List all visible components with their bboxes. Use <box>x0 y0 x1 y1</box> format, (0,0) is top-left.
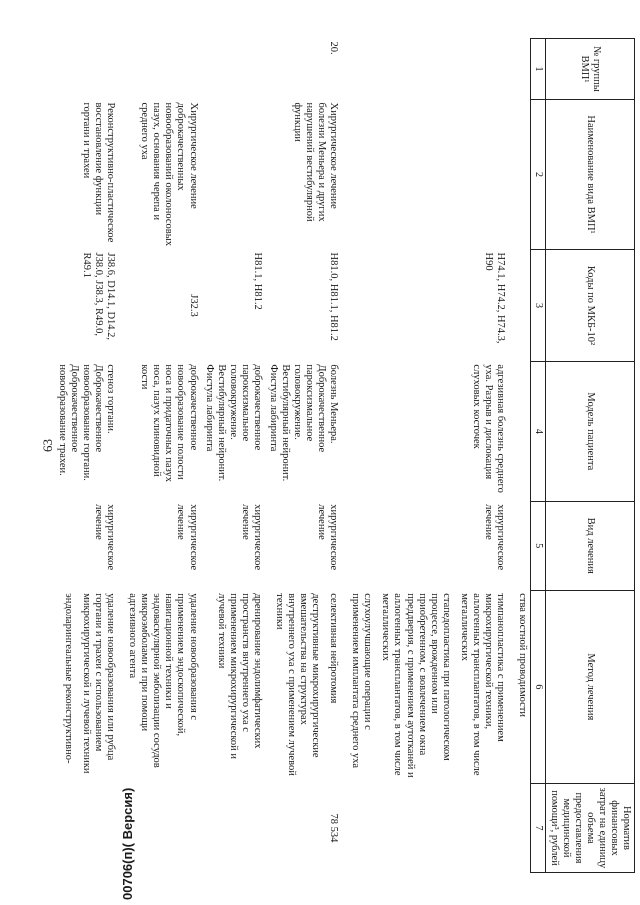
cell-treatment: хирургическое лечение <box>239 504 263 571</box>
cell-method <box>341 590 508 783</box>
cell-treatment: хирургическое лечение <box>93 504 117 571</box>
cell-treatment: хирургическое лечение <box>316 504 340 571</box>
cell-name: Хирургическое лечение болезни Меньера и других нарушений вестибулярной функции <box>292 102 340 222</box>
header-group: № группы ВМП¹ <box>545 39 634 100</box>
cell-name: Хирургическое лечение доброкачественных новообразований околоносовых пазух, основания черепа и среднего уха <box>139 102 199 247</box>
cell-treatment: хирургическое лечение <box>482 504 506 571</box>
cell-model <box>508 361 531 501</box>
cell-cost <box>508 783 531 872</box>
header-cost: Норматив финансовых затрат на единицу объема предоставления медицинской помощи³, рублей <box>545 783 634 872</box>
cell-group <box>118 39 200 100</box>
rotated-table-container <box>56 38 635 873</box>
method-item: тимпанопластика с применением микрохирургической техники, аллогенных трансплантатов, в том числе металлических <box>458 593 506 776</box>
column-number: 5 <box>531 501 546 590</box>
vmp-table <box>54 38 635 873</box>
cell-group <box>54 39 118 100</box>
cell-group: 20. <box>328 41 340 55</box>
cell-model: доброкачественное пароксизмальное головокружение. Вестибулярный нейронит. Фистула лабиринта <box>203 364 263 482</box>
cell-group <box>341 39 508 100</box>
cell-codes: J32.3 <box>187 294 199 317</box>
cell-codes <box>508 250 531 362</box>
column-number: 2 <box>531 100 546 250</box>
method-item: удаление новообразования с применением эндоскопической, навигационной техники и эндоваскулярной эмболизации сосудов микроэмболами и при помощи адгезивного агента <box>127 593 199 768</box>
cell-method <box>508 590 531 783</box>
method-item: стапедопластика при патологическом процессе, врожденном или приобретенном, с вовлечением окна преддверия, с применением аутотканей и аллогенных трансплантатов, в том числе металлических <box>380 593 452 778</box>
header-treatment: Вид лечения <box>545 501 634 590</box>
table-row <box>118 39 200 873</box>
cell-cost: 78 534 <box>328 813 340 843</box>
table-row <box>265 39 341 873</box>
cell-model: стеноз гортани. Доброкачественное новообразование гортани. Доброкачественное новообразование трахеи. <box>56 364 117 481</box>
cell-method <box>201 590 265 783</box>
column-number: 6 <box>531 590 546 783</box>
cell-name <box>341 100 508 250</box>
table-row <box>508 39 531 873</box>
cell-codes: H81.0, H81.1, H81.2 <box>328 252 340 341</box>
cell-method <box>265 590 341 783</box>
method-item: селективная нейротомия <box>328 593 340 704</box>
document-footer: 00706(п)( Версия) <box>120 787 135 900</box>
cell-model: адгезивная болезнь среднего уха. Разрыв и дислокация слуховых косточек <box>470 364 506 493</box>
cell-treatment: хирургическое лечение <box>175 504 199 571</box>
column-number-row <box>531 39 546 873</box>
cell-method <box>118 590 200 783</box>
header-model: Модель пациента <box>545 361 634 501</box>
cell-treatment <box>508 501 531 590</box>
method-item: слухоулучшающие операции с применением имплантата среднего уха <box>350 593 374 768</box>
cell-codes: J38.6, D14.1, D14.2, J38.0, J38.3, R49.0, R49.1 <box>81 252 117 341</box>
table-row <box>341 39 508 873</box>
cell-cost <box>201 783 265 872</box>
cell-codes: H81.1, H81.2 <box>251 252 263 310</box>
page-number: 63 <box>40 439 55 452</box>
header-row <box>545 39 634 873</box>
cell-group <box>508 39 531 100</box>
column-number: 4 <box>531 361 546 501</box>
header-codes: Коды по МКБ-10² <box>545 250 634 362</box>
table-row <box>54 39 118 873</box>
cell-name <box>508 100 531 250</box>
cell-model: доброкачественное новообразование полости носа и придаточных пазух носа, пазух клиновидной кости <box>139 364 199 483</box>
header-name: Наименование вида ВМП¹ <box>545 100 634 250</box>
method-item: деструктивные микрохирургические вмешательства на структурах внутреннего уха с применением лучевой техники <box>274 593 322 776</box>
method-item: удаление новообразования или рубца гортани и трахеи с использованием микрохирургической и лучевой техники <box>81 593 117 774</box>
cell-group <box>201 39 265 100</box>
method-item: эндоларингеальные реконструктивно- <box>63 593 74 764</box>
cell-name: Реконструктивно-пластическое восстановление функции гортани и трахеи <box>81 102 117 243</box>
cell-cost <box>54 783 118 872</box>
method-item: дренирование эндолимфатических пространств внутреннего уха с применением микрохирургической и лучевой техники <box>215 593 263 760</box>
header-method: Метод лечения <box>545 590 634 783</box>
column-number: 1 <box>531 39 546 100</box>
column-number: 3 <box>531 250 546 362</box>
method-item: ства костной проводимости <box>517 593 529 717</box>
cell-codes: H74.1, H74.2, H74.3, H90 <box>482 252 506 344</box>
cell-model: болезнь Меньера. Доброкачественное пароксизмальное головокружение. Вестибулярный нейронит. Фистула лабиринта <box>267 364 340 482</box>
column-number: 7 <box>531 783 546 872</box>
table-row <box>201 39 265 873</box>
cell-name <box>201 100 265 250</box>
cell-cost <box>341 783 508 872</box>
cell-method <box>54 590 118 783</box>
